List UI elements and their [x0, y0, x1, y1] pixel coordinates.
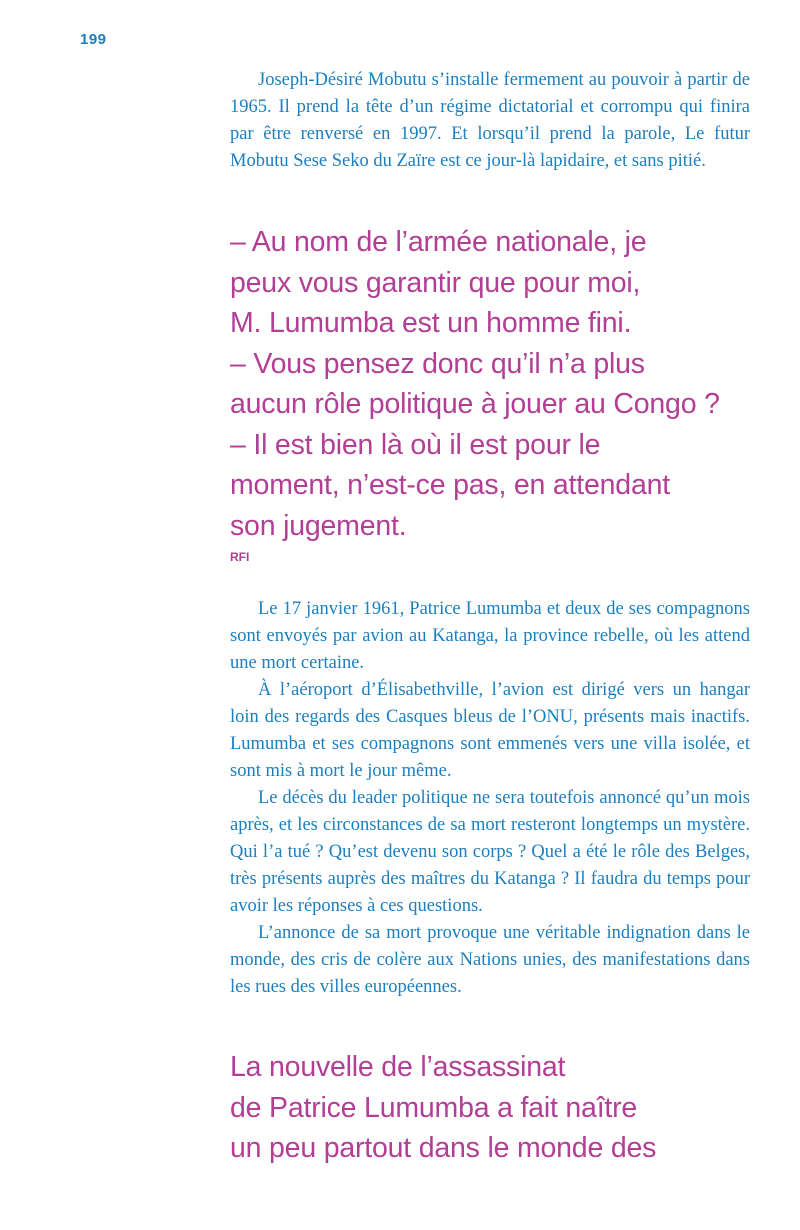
quote-line: – Au nom de l’armée nationale, je — [230, 226, 647, 258]
quote-source: RFI — [230, 550, 250, 564]
quote-line: M. Lumumba est un homme fini. — [230, 307, 632, 339]
paragraph: Le 17 janvier 1961, Patrice Lumumba et deux de ses compagnons sont envoyés par avion au Katanga, la province rebelle, où les attend une mort certaine. — [230, 599, 750, 673]
quote-line: aucun rôle politique à jouer au Congo ? — [230, 388, 720, 420]
body-text-bottom — [230, 596, 750, 1001]
page-number: 199 — [80, 31, 107, 48]
pull-quote — [230, 1047, 770, 1169]
paragraph: Joseph-Désiré Mobutu s’installe fermement au pouvoir à partir de 1965. Il prend la tête d’un régime dictatorial et corrompu qui finira par être renversé en 1997. Et lorsqu’il prend la parole, Le futur Mobutu Sese Seko du Zaïre est ce jour-là lapidaire, et sans pitié. — [230, 70, 750, 171]
paragraph: À l’aéroport d’Élisabethville, l’avion est dirigé vers un hangar loin des regards des Casques bleus de l’ONU, présents mais inactifs. Lumumba et ses compagnons sont emmenés vers une villa isolée, et sont mis à mort le jour même. — [230, 680, 750, 781]
interview-quote — [230, 222, 770, 546]
quote-line: – Il est bien là où il est pour le — [230, 428, 601, 461]
pull-quote-line: de Patrice Lumumba a fait naître — [230, 1091, 638, 1124]
quote-line: son jugement. — [230, 509, 407, 542]
paragraph: L’annonce de sa mort provoque une véritable indignation dans le monde, des cris de colère aux Nations unies, des manifestations dans les rues des villes européennes. — [230, 923, 750, 997]
body-text-top — [230, 67, 750, 175]
quote-line: peux vous garantir que pour moi, — [230, 266, 641, 299]
pull-quote-line: un peu partout dans le monde des — [230, 1132, 657, 1164]
pull-quote-line: La nouvelle de l’assassinat — [230, 1051, 566, 1083]
paragraph: Le décès du leader politique ne sera toutefois annoncé qu’un mois après, et les circonstances de sa mort resteront longtemps un mystère. Qui l’a tué ? Qu’est devenu son corps ? Quel a été le rôle des Belges, très présents auprès des maîtres du Katanga ? Il faudra du temps pour avoir les réponses à ces questions. — [230, 788, 750, 916]
quote-line: moment, n’est-ce pas, en attendant — [230, 469, 670, 501]
quote-line: – Vous pensez donc qu’il n’a plus — [230, 347, 645, 380]
